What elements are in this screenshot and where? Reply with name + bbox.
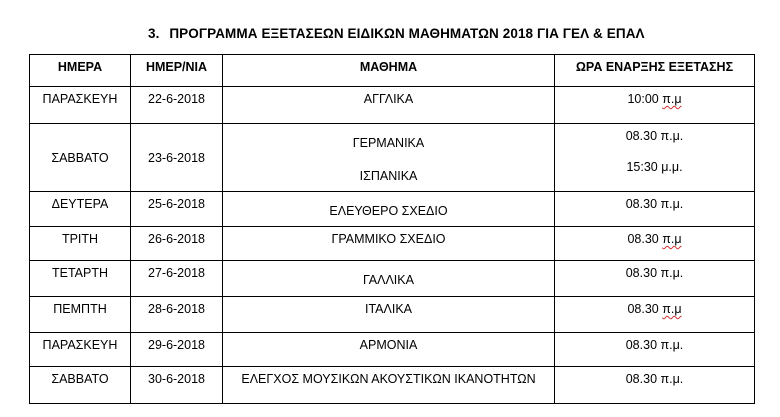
cell-day: ΠΑΡΑΣΚΕΥΗ [30, 87, 131, 124]
table-row [30, 261, 755, 297]
time-value: 10:00 [627, 92, 659, 106]
cell-subject: ΕΛΕΥΘΕΡΟ ΣΧΕΔΙΟ [223, 192, 555, 227]
title-number: 3. [148, 26, 160, 41]
title-text: ΠΡΟΓΡΑΜΜΑ ΕΞΕΤΑΣΕΩΝ ΕΙΔΙΚΩΝ ΜΑΘΗΜΑΤΩΝ 2018 ΓΙΑ ΓΕΛ & ΕΠΑΛ [169, 26, 645, 41]
header-start-time: ΩΡΑ ΕΝΑΡΞΗΣ ΕΞΕΤΑΣΗΣ [555, 55, 755, 87]
cell-subject: ΓΡΑΜΜΙΚΟ ΣΧΕΔΙΟ [223, 227, 555, 261]
cell-day: ΠΑΡΑΣΚΕΥΗ [30, 333, 131, 367]
header-day: ΗΜΕΡΑ [30, 55, 131, 87]
cell-subject: ΕΛΕΓΧΟΣ ΜΟΥΣΙΚΩΝ ΑΚΟΥΣΤΙΚΩΝ ΙΚΑΝΟΤΗΤΩΝ [223, 367, 555, 404]
cell-time [555, 87, 755, 124]
table-row [30, 297, 755, 333]
cell-date: 30-6-2018 [131, 367, 223, 404]
cell-time [555, 297, 755, 333]
cell-time: 08.30 π.μ. [555, 367, 755, 404]
table-row [30, 367, 755, 404]
table-row [30, 87, 755, 124]
cell-date: 26-6-2018 [131, 227, 223, 261]
table-header-row [30, 55, 755, 87]
cell-day: ΤΕΤΑΡΤΗ [30, 261, 131, 297]
document-title [148, 26, 645, 41]
cell-time: 08.30 π.μ. [555, 192, 755, 227]
time-value: 08.30 [627, 232, 659, 246]
cell-subject: ΑΓΓΛΙΚΑ [223, 87, 555, 124]
cell-subject: ΑΡΜΟΝΙΑ [223, 333, 555, 367]
subject-second: ΙΣΠΑΝΙΚΑ [359, 169, 418, 183]
table-row [30, 124, 755, 192]
cell-time [555, 124, 755, 192]
exam-schedule-table [29, 54, 755, 404]
table-row [30, 227, 755, 261]
cell-date: 25-6-2018 [131, 192, 223, 227]
cell-date: 27-6-2018 [131, 261, 223, 297]
time-unit: π.μ [662, 302, 682, 316]
cell-day: ΔΕΥΤΕΡΑ [30, 192, 131, 227]
cell-time: 08.30 π.μ. [555, 333, 755, 367]
cell-subject: ΓΑΛΛΙΚΑ [223, 261, 555, 297]
time-second: 15:30 μ.μ. [626, 160, 683, 174]
time-first: 08.30 π.μ. [625, 129, 684, 143]
cell-subject: ΙΤΑΛΙΚΑ [223, 297, 555, 333]
header-subject: ΜΑΘΗΜΑ [223, 55, 555, 87]
cell-date: 22-6-2018 [131, 87, 223, 124]
time-unit: π.μ [662, 92, 682, 106]
cell-date: 23-6-2018 [131, 124, 223, 192]
cell-day: ΣΑΒΒΑΤΟ [30, 367, 131, 404]
cell-subject [223, 124, 555, 192]
cell-day: ΠΕΜΠΤΗ [30, 297, 131, 333]
table-row [30, 192, 755, 227]
cell-time [555, 227, 755, 261]
cell-date: 29-6-2018 [131, 333, 223, 367]
cell-day: ΣΑΒΒΑΤΟ [30, 124, 131, 192]
cell-date: 28-6-2018 [131, 297, 223, 333]
cell-day: ΤΡΙΤΗ [30, 227, 131, 261]
table-row [30, 333, 755, 367]
subject-first: ΓΕΡΜΑΝΙΚΑ [352, 136, 425, 150]
cell-time: 08.30 π.μ. [555, 261, 755, 297]
time-unit: π.μ [662, 232, 682, 246]
header-date: ΗΜΕΡ/ΝΙΑ [131, 55, 223, 87]
time-value: 08.30 [627, 302, 659, 316]
